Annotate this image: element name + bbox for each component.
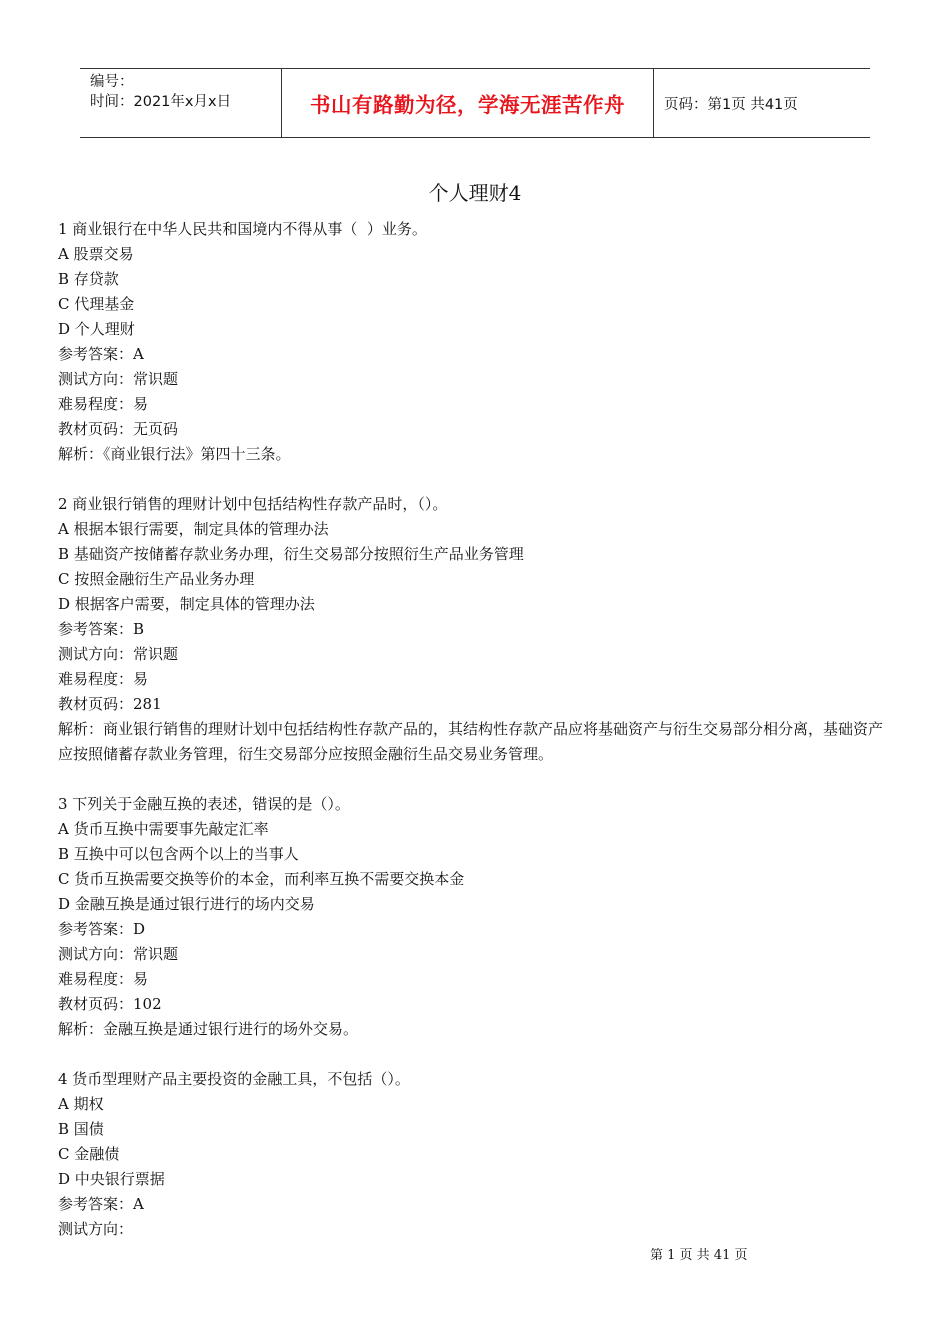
answer: 参考答案：A	[58, 1195, 144, 1213]
question-stem: 4 货币型理财产品主要投资的金融工具，不包括（）。	[58, 1070, 410, 1088]
header-page-info: 页码：第1页 共41页	[664, 96, 798, 113]
option-d: D 金融互换是通过银行进行的场内交易	[58, 895, 315, 913]
option-c: C 代理基金	[58, 295, 135, 313]
difficulty: 难易程度：易	[58, 395, 149, 413]
option-b: B 国债	[58, 1120, 104, 1138]
question-stem: 1 商业银行在中华人民共和国境内不得从事（ ）业务。	[58, 220, 427, 238]
header-motto: 书山有路勤为径，学海无涯苦作舟	[282, 69, 654, 137]
difficulty: 难易程度：易	[58, 970, 149, 988]
option-a: A 根据本银行需要，制定具体的管理办法	[58, 520, 329, 538]
number-label: 编号：	[90, 74, 134, 90]
textbook-page: 教材页码：102	[58, 995, 162, 1013]
question-4	[58, 1067, 890, 1242]
question-1	[58, 217, 890, 467]
option-d: D 根据客户需要，制定具体的管理办法	[58, 595, 315, 613]
answer: 参考答案：A	[58, 345, 144, 363]
option-c: C 货币互换需要交换等价的本金，而利率互换不需要交换本金	[58, 870, 465, 888]
document-title: 个人理财4	[428, 181, 522, 205]
option-d: D 中央银行票据	[58, 1170, 165, 1188]
option-a: A 货币互换中需要事先敲定汇率	[58, 820, 269, 838]
page-footer: 第 1 页 共 41 页	[650, 1248, 748, 1263]
test-direction: 测试方向：常识题	[58, 945, 179, 963]
option-b: B 基础资产按储蓄存款业务办理，衍生交易部分按照衍生产品业务管理	[58, 545, 524, 563]
time-label: 时间：2021年x月x日	[90, 94, 232, 110]
option-c: C 金融债	[58, 1145, 120, 1163]
question-2	[58, 492, 890, 767]
option-a: A 期权	[58, 1095, 104, 1113]
test-direction: 测试方向：常识题	[58, 645, 179, 663]
option-a: A 股票交易	[58, 245, 134, 263]
textbook-page: 教材页码：281	[58, 695, 162, 713]
header-meta	[80, 69, 282, 137]
option-b: B 互换中可以包含两个以上的当事人	[58, 845, 299, 863]
textbook-page: 教材页码：无页码	[58, 420, 179, 438]
analysis: 解析：商业银行销售的理财计划中包括结构性存款产品的，其结构性存款产品应将基础资产与衍生交易部分相分离，基础资产应按照储蓄存款业务管理，衍生交易部分应按照金融衍生品交易业务管理。	[58, 720, 884, 763]
question-stem: 2 商业银行销售的理财计划中包括结构性存款产品时，（）。	[58, 495, 448, 513]
option-c: C 按照金融衍生产品业务办理	[58, 570, 255, 588]
question-3	[58, 792, 890, 1042]
test-direction: 测试方向：常识题	[58, 370, 179, 388]
test-direction: 测试方向：	[58, 1220, 134, 1238]
option-d: D 个人理财	[58, 320, 135, 338]
analysis: 解析：金融互换是通过银行进行的场外交易。	[58, 1020, 359, 1038]
question-stem: 3 下列关于金融互换的表述，错误的是（）。	[58, 795, 350, 813]
option-b: B 存贷款	[58, 270, 119, 288]
page-header	[80, 68, 870, 138]
answer: 参考答案：D	[58, 920, 146, 938]
analysis: 解析：《商业银行法》第四十三条。	[58, 445, 291, 463]
question-list	[58, 217, 890, 1267]
difficulty: 难易程度：易	[58, 670, 149, 688]
answer: 参考答案：B	[58, 620, 145, 638]
